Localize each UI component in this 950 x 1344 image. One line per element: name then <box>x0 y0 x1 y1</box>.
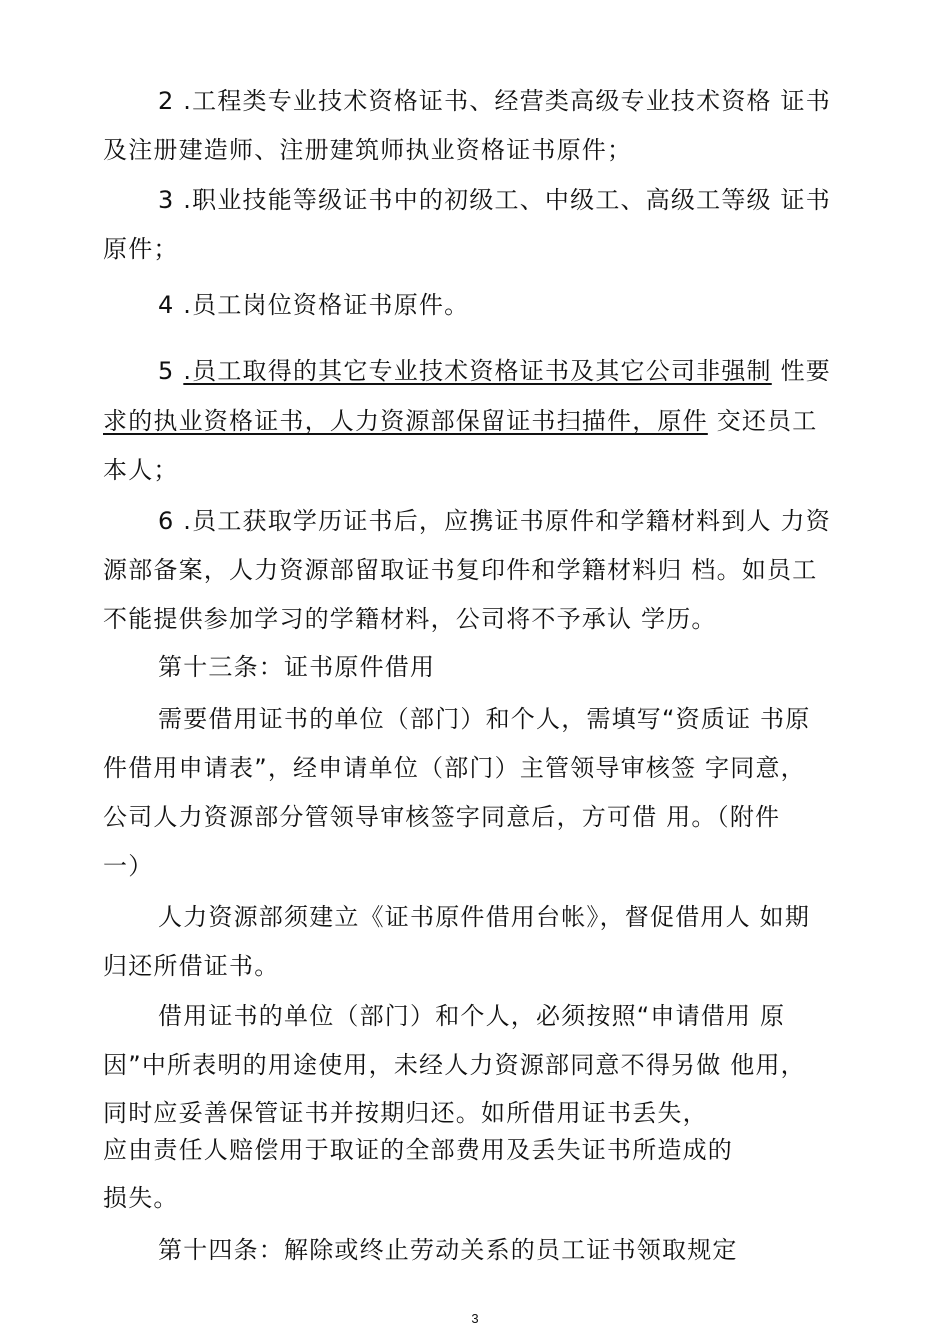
text-line: 应由责任人赔偿用于取证的全部费用及丢失证书所造成的 <box>103 1136 733 1164</box>
text-line: 同时应妥善保管证书并按期归还。如所借用证书丢失， <box>103 1099 708 1127</box>
text-line: 原件； <box>103 235 179 263</box>
text-line: 不能提供参加学习的学籍材料，公司将不予承认 学历。 <box>103 605 717 633</box>
text-line: 公司人力资源部分管领导审核签字同意后，方可借 用。（附件 <box>103 803 781 831</box>
text-line: 借用证书的单位（部门）和个人，必须按照“申请借用 原 <box>158 1002 786 1030</box>
text-line: 因”中所表明的用途使用，未经人力资源部同意不得另做 他用， <box>103 1051 806 1079</box>
text-line: 归还所借证书。 <box>103 952 280 980</box>
text-line: 求的执业资格证书，人力资源部保留证书扫描件，原件 交还员工 <box>103 407 818 435</box>
article-heading: 第十三条：证书原件借用 <box>158 653 436 681</box>
text-line: 2 .工程类专业技术资格证书、经营类高级专业技术资格 证书 <box>158 87 831 115</box>
underlined-text: 求的执业资格证书，人力资源部保留证书扫描件，原件 <box>103 407 708 435</box>
text-line: 3 .职业技能等级证书中的初级工、中级工、高级工等级 证书 <box>158 186 831 214</box>
text-line: 源部备案，人力资源部留取证书复印件和学籍材料归 档。如员工 <box>103 556 818 584</box>
text-line: 及注册建造师、注册建筑师执业资格证书原件； <box>103 136 633 164</box>
page-number: 3 <box>471 1311 479 1326</box>
text-line: 4 .员工岗位资格证书原件。 <box>158 291 470 319</box>
text-line: 6 .员工获取学历证书后，应携证书原件和学籍材料到人 力资 <box>158 507 831 535</box>
text-line: 需要借用证书的单位（部门）和个人，需填写“资质证 书原 <box>158 705 811 733</box>
text-line: 损失。 <box>103 1184 179 1212</box>
text-line: 人力资源部须建立《证书原件借用台帐》，督促借用人 如期 <box>158 903 811 931</box>
text-line: 5 .员工取得的其它专业技术资格证书及其它公司非强制 性要 <box>158 357 831 385</box>
text-line: 一） <box>103 852 154 880</box>
underlined-text: .员工取得的其它专业技术资格证书及其它公司非强制 <box>183 357 772 385</box>
article-heading: 第十四条：解除或终止劳动关系的员工证书领取规定 <box>158 1236 738 1264</box>
text-line: 件借用申请表”，经申请单位（部门）主管领导审核签 字同意， <box>103 754 806 782</box>
text-line: 本人； <box>103 456 179 484</box>
